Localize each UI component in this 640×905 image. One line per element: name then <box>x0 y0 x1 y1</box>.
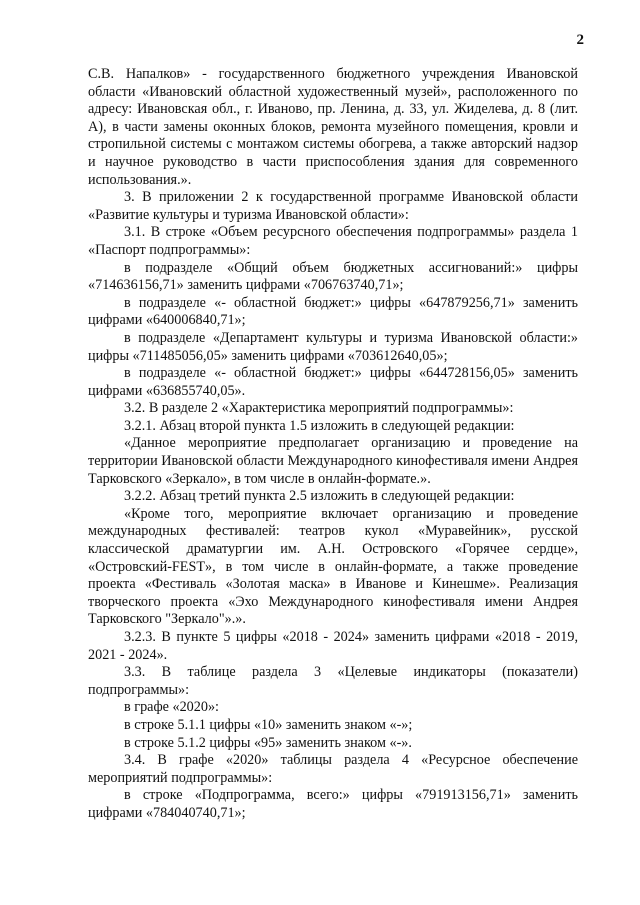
document-body <box>88 66 578 823</box>
paragraph-total-allocations: в подразделе «Общий объем бюджетных ассигнований:» цифры «714636156,71» заменить цифрами «706763740,71»; <box>88 259 578 294</box>
paragraph-item-3-2: 3.2. В разделе 2 «Характеристика мероприятий подпрограммы»: <box>124 400 514 417</box>
paragraph-item-3-1: 3.1. В строке «Объем ресурсного обеспечения подпрограммы» раздела 1 «Паспорт подпрограммы»: <box>88 224 578 258</box>
paragraph-column-2020: в графе «2020»: <box>124 699 219 716</box>
paragraph-subprogram-total: в строке «Подпрограмма, всего:» цифры «791913156,71» заменить цифрами «784040740,71»; <box>88 787 578 821</box>
paragraph-museum-continuation: С.В. Напалков» - государственного бюджетного учреждения Ивановской области «Ивановский областной художественный музей», расположенного по адресу: Ивановская обл., г. Иваново, пр. Ленина, д. 33, ул. Жиделева, д. 8 (лит. А), в части замены оконных блоков, ремонта музейного помещения, кровли и стропильной системы с монтажом системы обогрева, а также авторский надзор и научное руководство в части приспособления здания для современного использования.». <box>88 66 578 188</box>
paragraph-item-3: 3. В приложении 2 к государственной программе Ивановской области «Развитие культуры и туризма Ивановской области»: <box>88 189 578 223</box>
paragraph-item-3-2-2: 3.2.2. Абзац третий пункта 2.5 изложить в следующей редакции: <box>124 488 515 505</box>
paragraph-row-5-1-2: в строке 5.1.2 цифры «95» заменить знаком «-». <box>124 734 412 751</box>
paragraph-item-3-3: 3.3. В таблице раздела 3 «Целевые индикаторы (показатели) подпрограммы»: <box>88 664 578 698</box>
paragraph-regional-budget: в подразделе «- областной бюджет:» цифры «647879256,71» заменить цифрами «640006840,71»; <box>88 294 578 329</box>
page-number: 2 <box>576 32 584 48</box>
paragraph-item-3-4: 3.4. В графе «2020» таблицы раздела 4 «Ресурсное обеспечение мероприятий подпрограммы»: <box>88 752 578 786</box>
paragraph-row-5-1-1: в строке 5.1.1 цифры «10» заменить знаком «-»; <box>124 716 413 733</box>
paragraph-international-festivals: «Кроме того, мероприятие включает организацию и проведение международных фестивалей: театров кукол «Муравейник», русской классической драматургии им. А.Н. Островского «Горячее сердце», «Островский-FEST», в том числе в онлайн-формате, а также проведение проекта «Фестиваль «Золотая маска» в Иванове и Кинешме». Реализация творческого проекта «Эхо Международного кинофестиваля имени Андрея Тарковского "Зеркало"».». <box>88 505 578 628</box>
paragraph-culture-department: в подразделе «Департамент культуры и туризма Ивановской области:» цифры «711485056,05» заменить цифрами «703612640,05»; <box>88 329 578 364</box>
paragraph-item-3-2-1: 3.2.1. Абзац второй пункта 1.5 изложить в следующей редакции: <box>124 417 515 434</box>
paragraph-dept-regional-budget: в подразделе «- областной бюджет:» цифры «644728156,05» заменить цифрами «636855740,05». <box>88 365 578 399</box>
paragraph-festival-mirror: «Данное мероприятие предполагает организацию и проведение на территории Ивановской области Международного кинофестиваля имени Андрея Тарковского «Зеркало», в том числе в онлайн-формате.». <box>88 435 578 487</box>
paragraph-item-3-2-3: 3.2.3. В пункте 5 цифры «2018 - 2024» заменить цифрами «2018 - 2019, 2021 - 2024». <box>88 629 578 663</box>
